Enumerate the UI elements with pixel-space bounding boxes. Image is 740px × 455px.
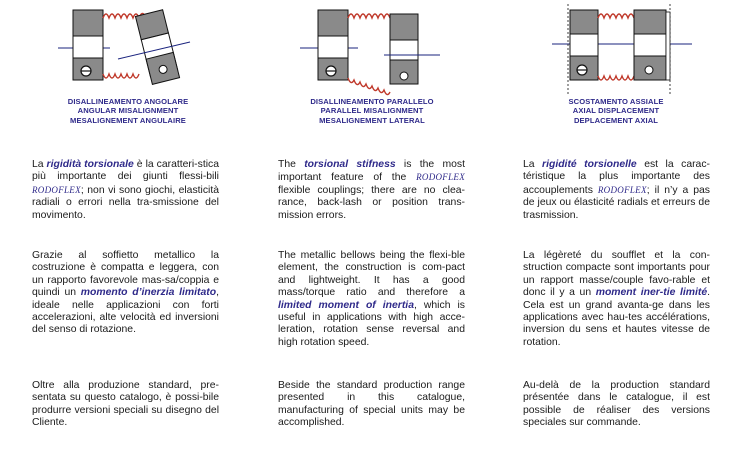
caption-line: MESALIGNEMENT LATERAL (319, 115, 425, 125)
english-paragraph-1: The torsional stifness is the most important feature of the RODOFLEX flexible couplings; there are no clea-rance, back-lash or position trans-mission errors. (278, 159, 465, 221)
caption-parallel (252, 97, 492, 125)
caption-line: PARALLEL MISALIGNMENT (320, 106, 424, 116)
axial-displacement-diagram (552, 4, 702, 96)
brand-rodoflex: RODOFLEX (416, 172, 465, 183)
english-paragraph-3: Beside the standard production range presented in this catalogue, manufacturing of special units may be accomplished. (278, 380, 465, 429)
angular-misalignment-diagram (58, 4, 208, 96)
caption-line: DISALLINEAMENTO ANGOLARE (67, 97, 189, 106)
parallel-misalignment-diagram (300, 4, 450, 96)
caption-line: MESALIGNEMENT ANGULAIRE (70, 115, 186, 125)
italian-paragraph-1: La rigidità torsionale è la caratteri-stica più importante dei giunti flessi-bili RODOFLEX; non vi sono giochi, elasticità radiali o errori nella tra-smissione del movimento. (32, 159, 219, 221)
italian-paragraph-3: Oltre alla produzione standard, pre-sentata su questo catalogo, è possi-bile produrre versioni speciali su disegno del Cliente. (32, 380, 219, 429)
brand-rodoflex: RODOFLEX (32, 184, 81, 195)
french-paragraph-1: La rigidité torsionelle est la carac-téristique la plus importante des accouplements RODOFLEX; il n’y a pas de jeux ou élasticité radials et erreurs de trasmission. (523, 159, 710, 221)
caption-line: AXIAL DISPLACEMENT (572, 106, 660, 116)
caption-line: DEPLACEMENT AXIAL (573, 115, 659, 125)
caption-line: DISALLINEAMENTO PARALLELO (310, 97, 434, 106)
french-paragraph-2: La légèreté du soufflet et la con-struction compacte sont importants pour un rapport masse/couple favo-rable et donc il y a un moment iner-tie limité. Cela est un grand avanta-ge dans les applications avec hau-tes accélérations, inversion du sens et hautes vitesse de rotation. (523, 250, 710, 348)
caption-line: SCOSTAMENTO ASSIALE (568, 97, 664, 106)
caption-angular (8, 97, 248, 125)
english-paragraph-2: The metallic bellows being the flexi-ble element, the construction is com-pact and lightweight. It has a good mass/torque ratio and therefore a limited moment of inertia, which is useful in applications with high acce-leration, rotation sense reversal and high rotation speed. (278, 250, 466, 348)
italian-paragraph-2: Grazie al soffietto metallico la costruzione è compatta e leggera, con un rapporto favorevole mas-sa/coppia e quindi un momento d’inerzia limitato, ideale nelle applicazioni con forti accelerazioni, alte velocità ed inversioni del senso di rotazione. (32, 250, 219, 336)
brand-rodoflex: RODOFLEX (597, 184, 647, 195)
french-paragraph-3: Au-delà de la production standard présentée dans le catalogue, il est possible de réaliser des versions speciales sur commande. (523, 380, 710, 429)
caption-axial (496, 97, 736, 125)
caption-line: ANGULAR MISALIGNMENT (77, 106, 179, 116)
